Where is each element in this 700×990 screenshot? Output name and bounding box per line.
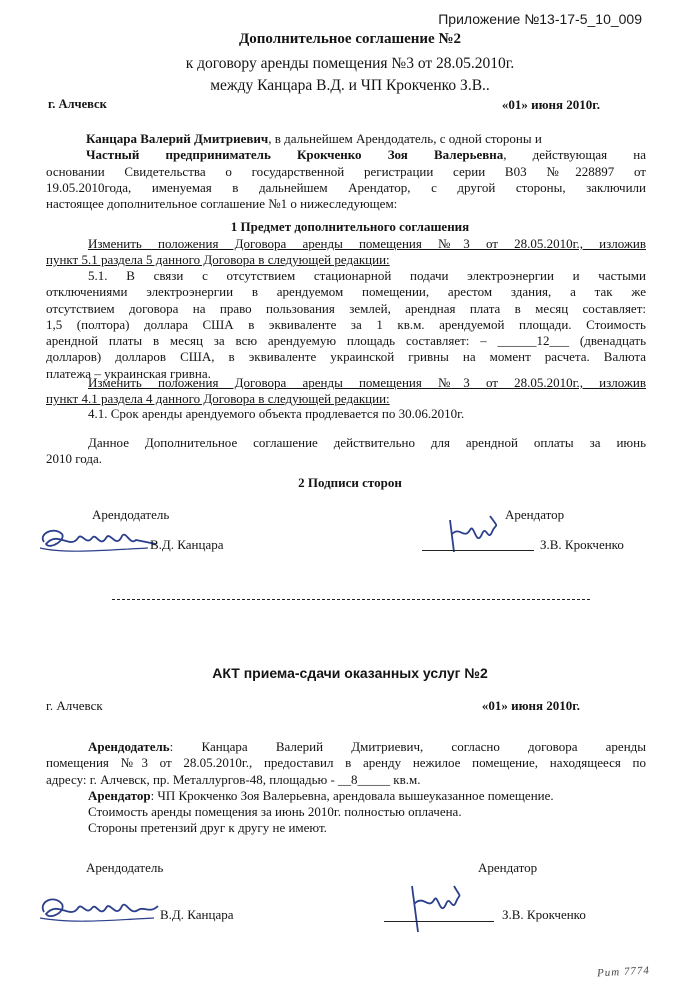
change1-paragraph (46, 236, 646, 269)
stamp-note: Рит 7774 (596, 964, 651, 980)
tenant-sign-line (422, 550, 534, 551)
validity-paragraph (46, 435, 646, 468)
akt-landlord-label: Арендодатель (86, 860, 164, 875)
akt-landlord-signature (34, 888, 174, 930)
landlord-label: Арендодатель (92, 507, 170, 522)
clause-5-1-line: отсутствием договора на право пользования землей, арендная плата в месяц составляет: (46, 300, 646, 316)
akt-tenant-label: Арендатор (478, 860, 538, 875)
separator-line (112, 599, 590, 600)
tenant-label: Арендатор (505, 507, 565, 522)
clause-5-1-line: платежа – украинская гривна. (46, 365, 211, 381)
section1-title: 1 Предмет дополнительного соглашения (230, 219, 470, 234)
clause-5-1-line: долларов) долларов США, в эквиваленте украинской гривны на момент расчета. Валюта (46, 349, 646, 365)
akt-text: помещения №3 от 28.05.2010г., предоставил в аренду нежилое помещение, находящееся по (46, 755, 646, 771)
clause-5-1-line: 1,5 (полтора) доллара США в эквиваленте за 1 кв.м. арендуемой площади. Стоимость (46, 316, 646, 332)
change2-text: Изменить положения Договора аренды помещения №3 от 28.05.2010г., изложив (88, 375, 646, 390)
tenant-name: Частный предприниматель Крокченко Зоя Валерьевна (86, 147, 504, 163)
clause-5-1 (46, 268, 646, 382)
clause-5-1-line: отключениями электроэнергии в арендуемом помещении, арестом здания, а так же (46, 284, 646, 300)
change1-text: Изменить положения Договора аренды помещения №3 от 28.05.2010г., изложив (88, 236, 646, 251)
change1-text: пункт 5.1 раздела 5 данного Договора в следующей редакции: (46, 252, 390, 268)
parties-text: основании Свидетельства о государственной регистрации серии В03 №228897 от (46, 163, 646, 179)
akt-landlord-term: Арендодатель (88, 739, 170, 754)
akt-landlord-sign-name: В.Д. Канцара (160, 907, 234, 922)
akt-tenant-sign-name: З.В. Крокченко (502, 907, 586, 922)
agreement-subtitle: к договору аренды помещения №3 от 28.05.2010г. (185, 55, 515, 72)
akt-tenant-signature (396, 880, 496, 940)
akt-text: Стороны претензий друг к другу не имеют. (88, 820, 327, 836)
akt-tenant-sign-line (384, 921, 494, 922)
akt-text: адресу: г. Алчевск, пр. Металлургов-48, площадью - __8_____ кв.м. (46, 771, 421, 787)
tenant-signature (430, 512, 540, 562)
section2-title: 2 Подписи сторон (298, 475, 402, 490)
landlord-name: Канцара Валерий Дмитриевич (86, 131, 269, 146)
date: «01» июня 2010г. (501, 97, 600, 112)
clause-4-1-text: 4.1. Срок аренды арендуемого объекта продлевается по 30.06.2010г. (88, 406, 465, 421)
clause-5-1-line: 5.1. В связи с отсутствием стационарной подачи электроэнергии и частыми (88, 268, 646, 283)
agreement-title: Дополнительное соглашение №2 (238, 31, 462, 47)
parties-text: , в дальнейшем Арендодатель, с одной стороны и (268, 131, 542, 146)
validity-text: 2010 года. (46, 451, 103, 467)
akt-text: Стоимость аренды помещения за июнь 2010г. полностью оплачена. (88, 804, 462, 820)
parties-text: , действующая на (503, 147, 646, 163)
landlord-sign-name: В.Д. Канцара (150, 537, 224, 552)
akt-tenant-term: Арендатор (88, 787, 151, 803)
landlord-signature (36, 520, 166, 560)
tenant-sign-name: З.В. Крокченко (540, 537, 624, 552)
change2-text: пункт 4.1 раздела 4 данного Договора в следующей редакции: (46, 391, 390, 407)
parties-text: 19.05.2010года, именуемая в дальнейшем Арендатор, с другой стороны, заключили (46, 179, 646, 195)
akt-text: : Канцара Валерий Дмитриевич, согласно договора аренды (169, 739, 646, 754)
validity-text: Данное Дополнительное соглашение действительно для арендной оплаты за июнь (88, 435, 646, 450)
parties-text: настоящее дополнительное соглашение №1 о нижеследующем: (46, 196, 398, 212)
city: г. Алчевск (48, 97, 107, 111)
parties-paragraph (46, 131, 646, 212)
akt-text: : ЧП Крокченко Зоя Валерьевна, арендовала вышеуказанное помещение. (150, 787, 554, 803)
akt-body (46, 739, 646, 837)
akt-city: г. Алчевск (46, 698, 103, 713)
akt-title: АКТ приема-сдачи оказанных услуг №2 (212, 665, 488, 681)
clause-4-1 (46, 406, 646, 422)
change2-paragraph (46, 375, 646, 408)
appendix-label: Приложение №13-17-5_10_009 (438, 11, 642, 27)
clause-5-1-line: арендной платы в месяц за всю арендуемую площадь составляет: – ______12___ (двенадцать (46, 333, 646, 349)
akt-date: «01» июня 2010г. (481, 698, 580, 713)
agreement-parties-line: между Канцара В.Д. и ЧП Крокченко З.В.. (210, 77, 490, 94)
